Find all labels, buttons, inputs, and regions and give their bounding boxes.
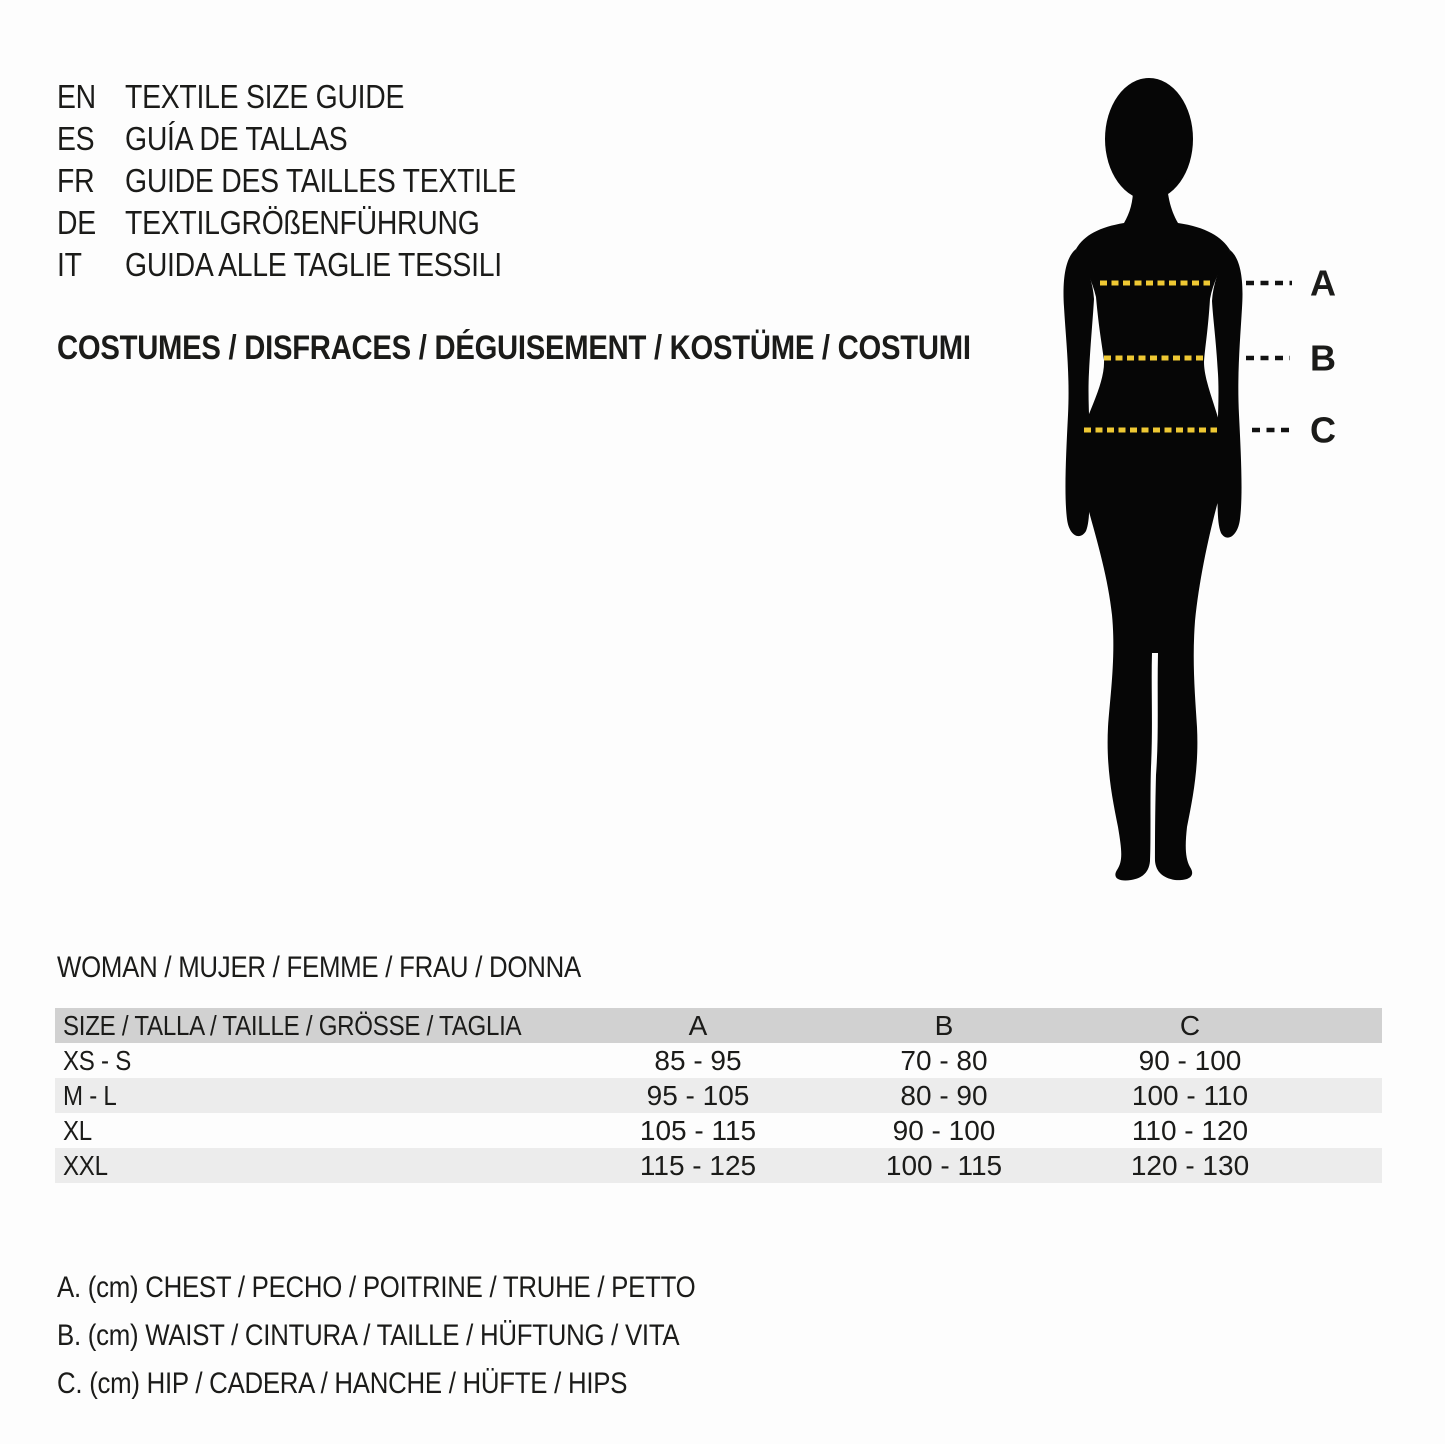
col-header-b: B bbox=[934, 1009, 954, 1041]
size-table bbox=[55, 1008, 1382, 1183]
measure-label-hip: C bbox=[1310, 409, 1336, 451]
value-cell-a: 85 - 95 bbox=[654, 1044, 742, 1076]
silhouette-svg bbox=[1020, 75, 1445, 885]
measure-legend bbox=[57, 1264, 799, 1408]
measure-label-waist: B bbox=[1310, 337, 1336, 379]
language-title: TEXTILE SIZE GUIDE bbox=[125, 78, 405, 115]
legend-item-hip: C. (cm) HIP / CADERA / HANCHE / HÜFTE / HIPS bbox=[57, 1367, 628, 1400]
silhouette-body bbox=[1076, 223, 1230, 881]
table-row-xs-s bbox=[55, 1043, 1382, 1078]
value-cell-a: 95 - 105 bbox=[646, 1079, 750, 1111]
language-title: TEXTILGRÖßENFÜHRUNG bbox=[125, 204, 480, 241]
woman-silhouette-figure bbox=[1020, 75, 1445, 885]
language-row-en bbox=[57, 76, 580, 118]
language-title: GUIDA ALLE TAGLIE TESSILI bbox=[125, 246, 502, 283]
value-cell-c: 100 - 110 bbox=[1131, 1079, 1249, 1111]
table-row-xl bbox=[55, 1113, 1382, 1148]
value-cell-a: 105 - 115 bbox=[639, 1114, 757, 1146]
language-code: ES bbox=[57, 120, 95, 157]
category-title: COSTUMES / DISFRACES / DÉGUISEMENT / KOSTÜME / COSTUMI bbox=[57, 329, 971, 367]
value-cell-b: 70 - 80 bbox=[900, 1044, 988, 1076]
value-cell-c: 120 - 130 bbox=[1130, 1149, 1250, 1181]
value-cell-a: 115 - 125 bbox=[639, 1149, 757, 1181]
language-code: IT bbox=[57, 246, 82, 283]
value-cell-b: 90 - 100 bbox=[892, 1114, 996, 1146]
size-table-header-row bbox=[55, 1008, 1382, 1043]
size-cell: XXL bbox=[63, 1149, 108, 1181]
size-cell: M - L bbox=[63, 1079, 117, 1111]
legend-item-chest: A. (cm) CHEST / PECHO / POITRINE / TRUHE / PETTO bbox=[57, 1271, 696, 1304]
col-header-a: A bbox=[688, 1009, 708, 1041]
language-title: GUÍA DE TALLAS bbox=[125, 120, 348, 157]
language-code: EN bbox=[57, 78, 96, 115]
col-header-c: C bbox=[1179, 1009, 1201, 1041]
size-cell: XS - S bbox=[63, 1044, 132, 1076]
measure-label-chest: A bbox=[1310, 262, 1336, 304]
language-title: GUIDE DES TAILLES TEXTILE bbox=[125, 162, 517, 199]
table-heading-woman: WOMAN / MUJER / FEMME / FRAU / DONNA bbox=[57, 951, 581, 984]
table-row-xxl bbox=[55, 1148, 1382, 1183]
language-code: DE bbox=[57, 204, 96, 241]
size-cell: XL bbox=[63, 1114, 92, 1146]
value-cell-c: 90 - 100 bbox=[1138, 1044, 1242, 1076]
language-row-de bbox=[57, 202, 580, 244]
legend-item-waist: B. (cm) WAIST / CINTURA / TAILLE / HÜFTUNG / VITA bbox=[57, 1319, 680, 1352]
language-list bbox=[57, 76, 580, 286]
value-cell-c: 110 - 120 bbox=[1131, 1114, 1249, 1146]
silhouette-left-arm bbox=[1064, 249, 1095, 536]
size-header-cell: SIZE / TALLA / TAILLE / GRÖSSE / TAGLIA bbox=[63, 1009, 522, 1041]
value-cell-b: 100 - 115 bbox=[885, 1149, 1003, 1181]
value-cell-b: 80 - 90 bbox=[900, 1079, 988, 1111]
language-code: FR bbox=[57, 162, 95, 199]
table-row-m-l bbox=[55, 1078, 1382, 1113]
language-row-it bbox=[57, 244, 580, 286]
language-row-fr bbox=[57, 160, 580, 202]
language-row-es bbox=[57, 118, 580, 160]
